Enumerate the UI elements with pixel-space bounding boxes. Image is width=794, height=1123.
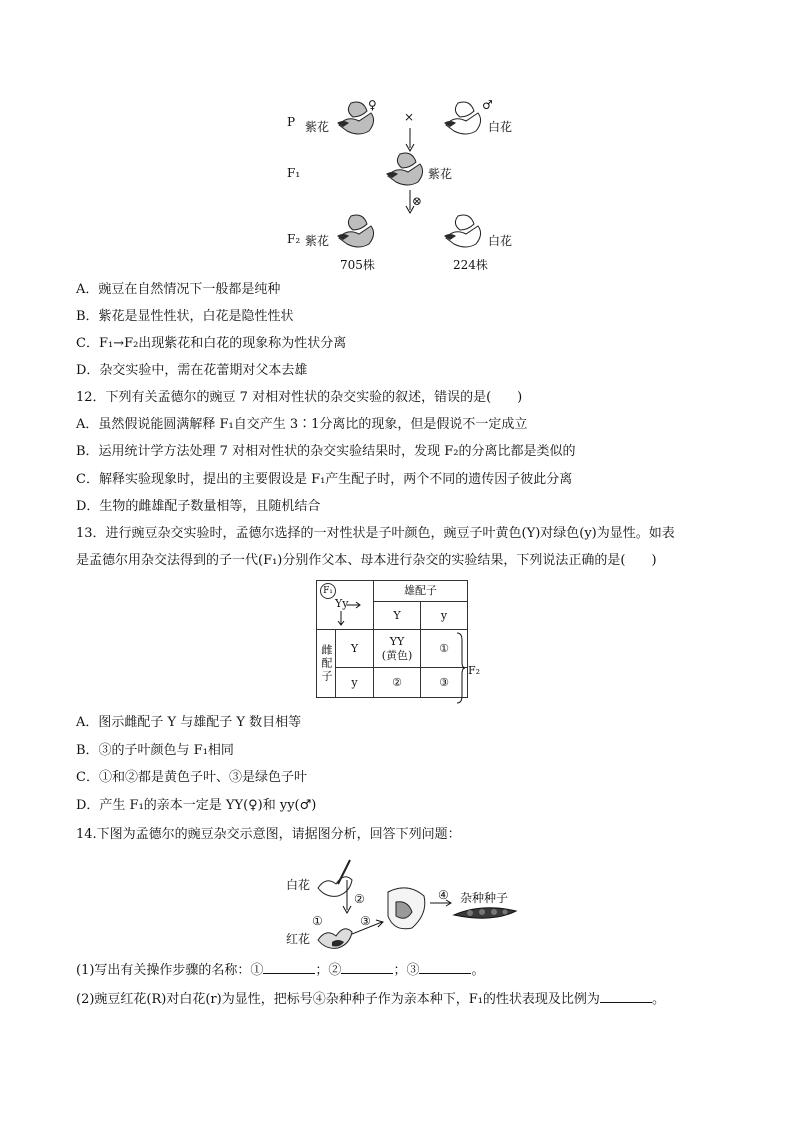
male-symbol: ♂ — [482, 98, 493, 112]
q11-option-d: D．杂交实验中，需在花蕾期对父本去雄 — [76, 363, 308, 378]
arrow-right-icon — [347, 601, 361, 609]
q14-stem: 14.下图为孟德尔的豌豆杂交示意图，请据图分析，回答下列问题： — [76, 827, 461, 842]
female-gamete-header: 雌配子 — [317, 630, 336, 698]
female-symbol: ♀ — [368, 98, 377, 112]
p-label: P — [287, 115, 296, 129]
white-label-p: 白花 — [488, 120, 513, 134]
answer-blank-1[interactable] — [263, 961, 315, 974]
cell-YY-genotype: YY — [389, 634, 405, 648]
q11-option-a: A．豌豆在自然情况下一般都是纯种 — [76, 282, 281, 297]
q12-option-d: D．生物的雌雄配子数量相等，且随机结合 — [76, 499, 321, 514]
answer-blank-3[interactable] — [419, 961, 471, 974]
cell-3: ③ — [421, 668, 468, 698]
purple-flower-f1-icon — [382, 148, 430, 190]
cell-1: ① — [421, 630, 468, 668]
f2-label: F₂ — [287, 232, 301, 246]
count-purple: 705株 — [340, 258, 375, 272]
white-flower-label: 白花 — [286, 878, 311, 892]
purple-label-p: 紫花 — [305, 120, 330, 134]
male-gamete-group — [374, 581, 468, 630]
q13-option-a: A．图示雌配子 Y 与雄配子 Y 数目相等 — [76, 715, 302, 730]
f1-label: F₁ — [287, 166, 301, 180]
col-header-Y: Y — [374, 602, 421, 629]
step-1-label: ① — [312, 914, 323, 928]
cross-symbol: × — [404, 110, 415, 124]
pollinated-flower-icon — [382, 882, 430, 936]
f1-genotype: Yy — [335, 597, 349, 610]
q14-sub1: (1)写出有关操作步骤的名称：① ；② ；③ 。 — [76, 963, 485, 978]
arrow-down-icon — [337, 611, 345, 627]
step-3-label: ③ — [360, 914, 371, 928]
punnett-square — [316, 580, 468, 698]
table-corner — [317, 581, 374, 630]
arrow-right-icon — [430, 898, 454, 908]
row-header-y: y — [336, 668, 374, 698]
q11-option-b: B．紫花是显性性状，白花是隐性性状 — [76, 309, 294, 324]
col-header-y: y — [440, 609, 448, 622]
brace-icon — [456, 632, 466, 704]
male-gamete-header: 雄配子 — [374, 581, 467, 602]
white-flower-male-icon — [440, 97, 488, 139]
q12-option-a: A．虽然假说能圆满解释 F₁自交产生 3∶1分离比的现象，但是假说不一定成立 — [76, 417, 528, 432]
arrow-right-icon — [352, 914, 386, 936]
answer-blank-4[interactable] — [600, 990, 652, 1003]
red-flower-label: 红花 — [286, 932, 311, 946]
f1-circle: F₁ — [320, 583, 336, 599]
q13-option-b: B．③的子叶颜色与 F₁相同 — [76, 743, 234, 758]
white-label-f2: 白花 — [488, 234, 513, 248]
count-white: 224株 — [453, 258, 488, 272]
q13-option-d: D．产生 F₁的亲本一定是 YY(♀)和 yy(♂) — [76, 798, 317, 813]
q11-option-c: C．F₁→F₂出现紫花和白花的现象称为性状分离 — [76, 336, 347, 351]
purple-flower-f2-icon — [333, 210, 381, 252]
white-flower-f2-icon — [440, 210, 488, 252]
cell-2: ② — [374, 668, 421, 698]
row-header-Y: Y — [336, 630, 374, 668]
self-cross-symbol: ⊗ — [412, 194, 423, 208]
q13-stem-line1: 13．进行豌豆杂交实验时，孟德尔选择的一对性状是子叶颜色，豌豆子叶黄色(Y)对绿色(y)为显性。如表 — [76, 526, 675, 541]
f2-table-label: F₂ — [468, 664, 481, 677]
q12-option-c: C．解释实验现象时，提出的主要假设是 F₁产生配子时，两个不同的遗传因子彼此分离 — [76, 472, 573, 487]
q13-option-c: C．①和②都是黄色子叶、③是绿色子叶 — [76, 770, 307, 785]
purple-label-f1: 紫花 — [428, 167, 453, 181]
hybrid-seed-label: 杂种种子 — [460, 891, 509, 905]
purple-label-f2: 紫花 — [305, 234, 330, 248]
q12-option-b: B．运用统计学方法处理 7 对相对性状的杂交实验结果时，发现 F₂的分离比都是类似的 — [76, 444, 576, 459]
cell-YY — [374, 630, 421, 668]
q12-stem: 12．下列有关孟德尔的豌豆 7 对相对性状的杂交实验的叙述，错误的是( ) — [76, 390, 523, 405]
cell-YY-note: (黄色) — [381, 648, 413, 662]
step-4-label: ④ — [438, 888, 449, 902]
answer-blank-2[interactable] — [341, 961, 393, 974]
pea-pod-icon — [452, 905, 518, 923]
arrow-down-icon — [340, 880, 354, 914]
step-2-label: ② — [354, 892, 365, 906]
q13-stem-line2: 是孟德尔用杂交法得到的子一代(F₁)分别作父本、母本进行杂交的实验结果，下列说法正确的是( ) — [76, 553, 657, 568]
q14-sub2: (2)豌豆红花(R)对白花(r)为显性，把标号④杂种种子作为亲本种下，F₁的性状表现及比例为 。 — [76, 992, 665, 1007]
